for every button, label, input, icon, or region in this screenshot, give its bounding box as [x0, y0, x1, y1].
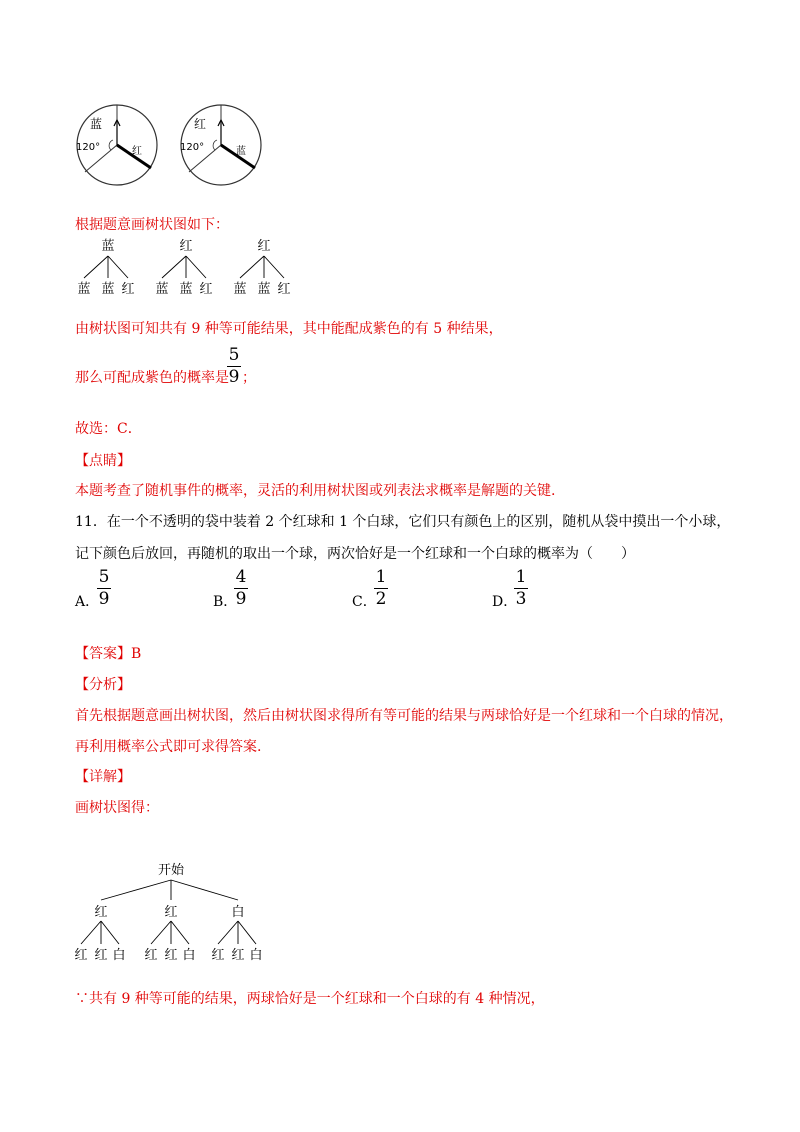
option-d-label: D． — [492, 594, 518, 610]
tree2-leaf-0-1: 红 — [94, 948, 108, 963]
option-b-num: 4 — [235, 567, 247, 587]
spinner-1-upper-label: 蓝 — [90, 117, 103, 131]
conclusion-text: ∵共有 9 种等可能的结果，两球恰好是一个红球和一个白球的有 4 种情况， — [75, 991, 545, 1007]
question-line-1: 11．在一个不透明的袋中装着 2 个红球和 1 个白球，它们只有颜色上的区别，随机从袋中摸出一个小球， — [75, 514, 731, 530]
tree2-level1-2: 白 — [231, 905, 245, 920]
tree1-root-1: 红 — [179, 239, 193, 254]
tree2-level1-1: 红 — [164, 905, 178, 920]
question-line-2: 记下颜色后放回，再随机的取出一个球，两次恰好是一个红球和一个白球的概率为（ ） — [75, 546, 635, 562]
option-d-num: 1 — [515, 567, 527, 587]
choose-text: 故选：C． — [75, 421, 142, 437]
comment-tag: 【点睛】 — [75, 453, 131, 469]
tree1-leaf-0-0: 蓝 — [77, 282, 91, 297]
tree1-root-0: 蓝 — [101, 239, 115, 254]
analysis-line-1: 首先根据题意画出树状图，然后由树状图求得所有等可能的结果与两球恰好是一个红球和一个白球的情况， — [75, 708, 733, 724]
answer-value: B — [131, 646, 142, 662]
tree2-level1-0: 红 — [94, 905, 108, 920]
comment-text: 本题考查了随机事件的概率，灵活的利用树状图或列表法求概率是解题的关键. — [75, 483, 556, 499]
tree1-leaf-1-2: 红 — [199, 282, 213, 297]
tree1-branch-2-0 — [240, 256, 264, 278]
tree2-branch-2-2 — [238, 921, 256, 944]
tree1-root-2: 红 — [257, 239, 271, 254]
tree1-leaf-2-2: 红 — [277, 282, 291, 297]
tree2-leaf-2-1: 红 — [231, 948, 245, 963]
tree1-branch-0-2 — [108, 256, 128, 278]
tree2-leaf-0-0: 红 — [74, 948, 88, 963]
option-c-den: 2 — [375, 589, 387, 609]
tree2-branch-2-0 — [218, 921, 238, 944]
tree2-branch-1-0 — [151, 921, 171, 944]
tree2-branch-1-2 — [171, 921, 189, 944]
tree-result-text: 由树状图可知共有 9 种等可能结果，其中能配成紫色的有 5 种结果， — [75, 321, 503, 337]
tree1-branch-1-2 — [186, 256, 206, 278]
tree1-leaf-1-0: 蓝 — [155, 282, 169, 297]
detail-tag: 【详解】 — [75, 769, 131, 785]
option-b-fraction — [234, 568, 248, 609]
spinner-1 — [76, 105, 157, 185]
analysis-line-2: 再利用概率公式即可求得答案. — [75, 739, 262, 755]
tree2-leaf-1-2: 白 — [182, 948, 196, 963]
option-c-fraction — [374, 568, 388, 609]
answer-line — [75, 643, 141, 663]
tree1-branch-1-0 — [162, 256, 186, 278]
option-a-num: 5 — [98, 567, 110, 587]
tree2-start: 开始 — [157, 863, 185, 878]
tree1-leaf-0-1: 蓝 — [101, 282, 115, 297]
tree1-leaf-0-2: 红 — [121, 282, 135, 297]
tree2-leaf-2-2: 白 — [249, 948, 263, 963]
tree2-leaf-1-1: 红 — [164, 948, 178, 963]
tree2-branch-0-0 — [81, 921, 101, 944]
spinner-diagrams — [70, 98, 270, 192]
tree2-leaf-0-2: 白 — [112, 948, 126, 963]
option-b-den: 9 — [235, 589, 247, 609]
spinner-1-angle-label: 120° — [76, 142, 101, 153]
spinner-1-right-label: 红 — [132, 146, 142, 157]
probability-suffix: ； — [242, 370, 256, 386]
option-a-den: 9 — [98, 589, 110, 609]
probability-text: 那么可配成紫色的概率是 — [75, 370, 229, 386]
option-c-label: C． — [352, 594, 377, 610]
option-c-num: 1 — [375, 567, 387, 587]
tree1-branch-0-0 — [84, 256, 108, 278]
tree2-branch-0-2 — [101, 921, 119, 944]
tree-diagram-1 — [70, 236, 300, 298]
spinner-2-right-label: 蓝 — [236, 146, 246, 157]
tree2-leaf-1-0: 红 — [144, 948, 158, 963]
option-d-den: 3 — [515, 589, 527, 609]
spinner-2-angle-label: 120° — [180, 142, 205, 153]
option-b-label: B． — [213, 594, 238, 610]
detail-intro: 画树状图得： — [75, 800, 159, 816]
tree-diagram-2 — [70, 858, 280, 964]
option-a-label: A． — [75, 594, 100, 610]
option-a-fraction — [97, 568, 111, 609]
tree1-branch-2-2 — [264, 256, 284, 278]
tree2-top-branch-2 — [171, 880, 238, 900]
fraction-denominator: 9 — [228, 367, 240, 387]
spinner-2 — [180, 105, 261, 185]
fraction-numerator: 5 — [228, 345, 240, 365]
option-d-fraction — [514, 568, 528, 609]
analysis-tag: 【分析】 — [75, 677, 131, 693]
tree1-leaf-2-1: 蓝 — [257, 282, 271, 297]
tree2-top-branch-0 — [101, 880, 171, 900]
tree1-leaf-1-1: 蓝 — [179, 282, 193, 297]
answer-tag: 【答案】 — [75, 646, 131, 662]
spinner-2-upper-label: 红 — [194, 117, 207, 131]
probability-fraction — [227, 346, 241, 387]
tree2-leaf-2-0: 红 — [211, 948, 225, 963]
tree-intro-text: 根据题意画树状图如下： — [75, 217, 229, 233]
tree1-leaf-2-0: 蓝 — [233, 282, 247, 297]
